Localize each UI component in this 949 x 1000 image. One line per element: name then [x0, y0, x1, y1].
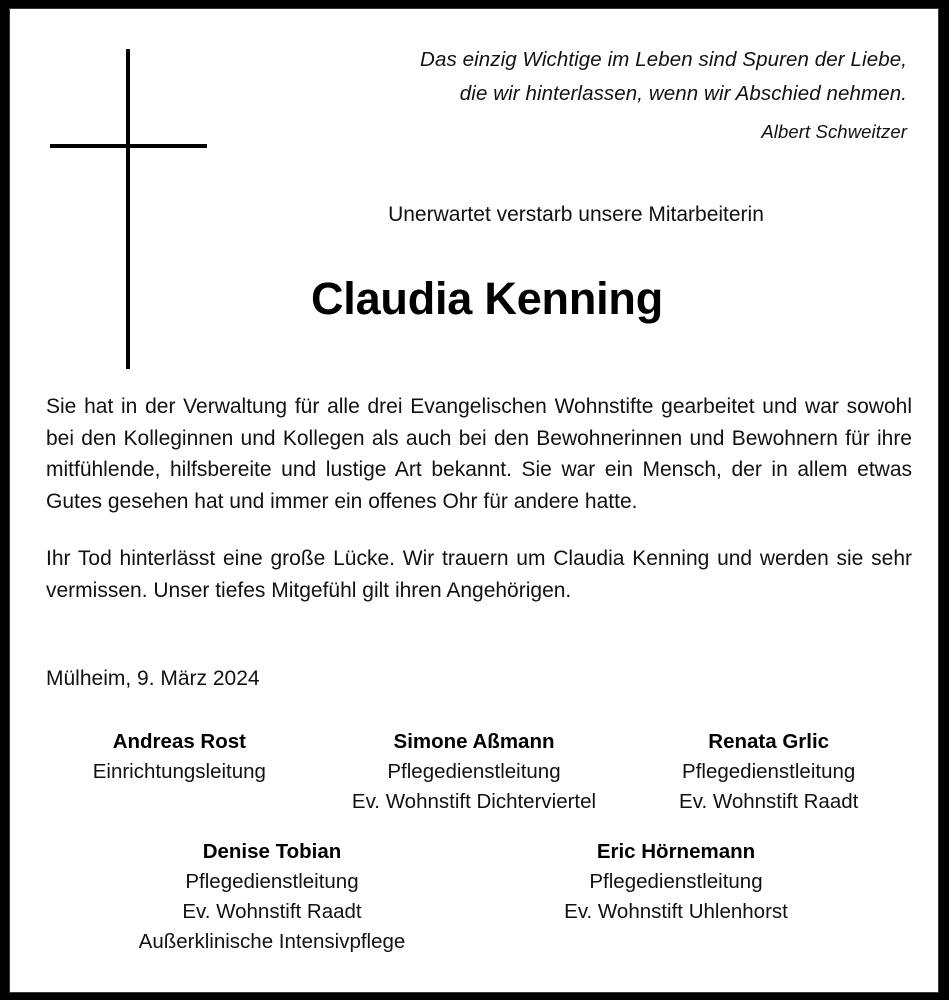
cross-horizontal-bar	[50, 144, 207, 148]
signature-block-denise-tobian	[70, 837, 474, 957]
signatory-role: Pflegedienstleitung	[387, 760, 561, 783]
signatory-name: Andreas Rost	[112, 730, 246, 753]
signatory-role: Pflegedienstleitung	[185, 870, 359, 893]
obituary-body	[46, 391, 912, 606]
signatory-facility: Ev. Wohnstift Raadt	[679, 790, 859, 813]
signatory-facility: Ev. Wohnstift Dichterviertel	[351, 790, 597, 813]
announcement-intro: Unerwartet verstarb unsere Mitarbeiterin	[388, 203, 764, 226]
signature-block-eric-hoernemann	[474, 837, 878, 957]
quote-line-1: Das einzig Wichtige im Leben sind Spuren der Liebe,	[420, 48, 907, 71]
body-paragraph-2: Ihr Tod hinterlässt eine große Lücke. Wir trauern um Claudia Kenning und werden sie sehr vermissen. Unser tiefes Mitgefühl gilt ihren Angehörigen.	[46, 547, 912, 602]
signatory-facility: Ev. Wohnstift Raadt	[182, 900, 362, 923]
signatory-extra: Außerklinische Intensivpflege	[138, 930, 406, 953]
signatory-facility: Ev. Wohnstift Uhlenhorst	[564, 900, 788, 923]
signature-section	[32, 727, 916, 957]
quote-author: Albert Schweitzer	[761, 121, 907, 142]
memorial-quote	[347, 43, 907, 149]
signatory-name: Eric Hörnemann	[596, 840, 756, 863]
signature-row	[32, 837, 916, 957]
signatory-name: Simone Aßmann	[393, 730, 555, 753]
signatory-name: Renata Grlic	[708, 730, 830, 753]
signatory-role: Pflegedienstleitung	[589, 870, 763, 893]
signatory-name: Denise Tobian	[202, 840, 342, 863]
body-paragraph-1: Sie hat in der Verwaltung für alle drei Evangelischen Wohnstifte gearbeitet und war sowohl bei den Kolleginnen und Kollegen als auch bei den Bewohnerinnen und Bewohnern für ihre mitfühlende, hilfsbereite und lustige Art bekannt. Sie war ein Mensch, der in allem etwas Gutes gesehen hat und immer ein offenes Ohr für andere hatte.	[46, 395, 912, 513]
signatory-role: Einrichtungsleitung	[92, 760, 266, 783]
christian-cross-icon	[10, 9, 270, 389]
cross-vertical-bar	[126, 49, 130, 369]
signature-row	[32, 727, 916, 817]
signatory-role: Pflegedienstleitung	[682, 760, 856, 783]
signature-block-renata-grlic	[621, 727, 916, 817]
signature-block-simone-assmann	[327, 727, 622, 817]
deceased-name: Claudia Kenning	[310, 273, 663, 324]
notice-sheet	[9, 8, 939, 993]
quote-line-2: die wir hinterlassen, wenn wir Abschied nehmen.	[459, 82, 907, 105]
signature-block-andreas-rost	[32, 727, 327, 817]
place-and-date: Mülheim, 9. März 2024	[46, 667, 260, 690]
